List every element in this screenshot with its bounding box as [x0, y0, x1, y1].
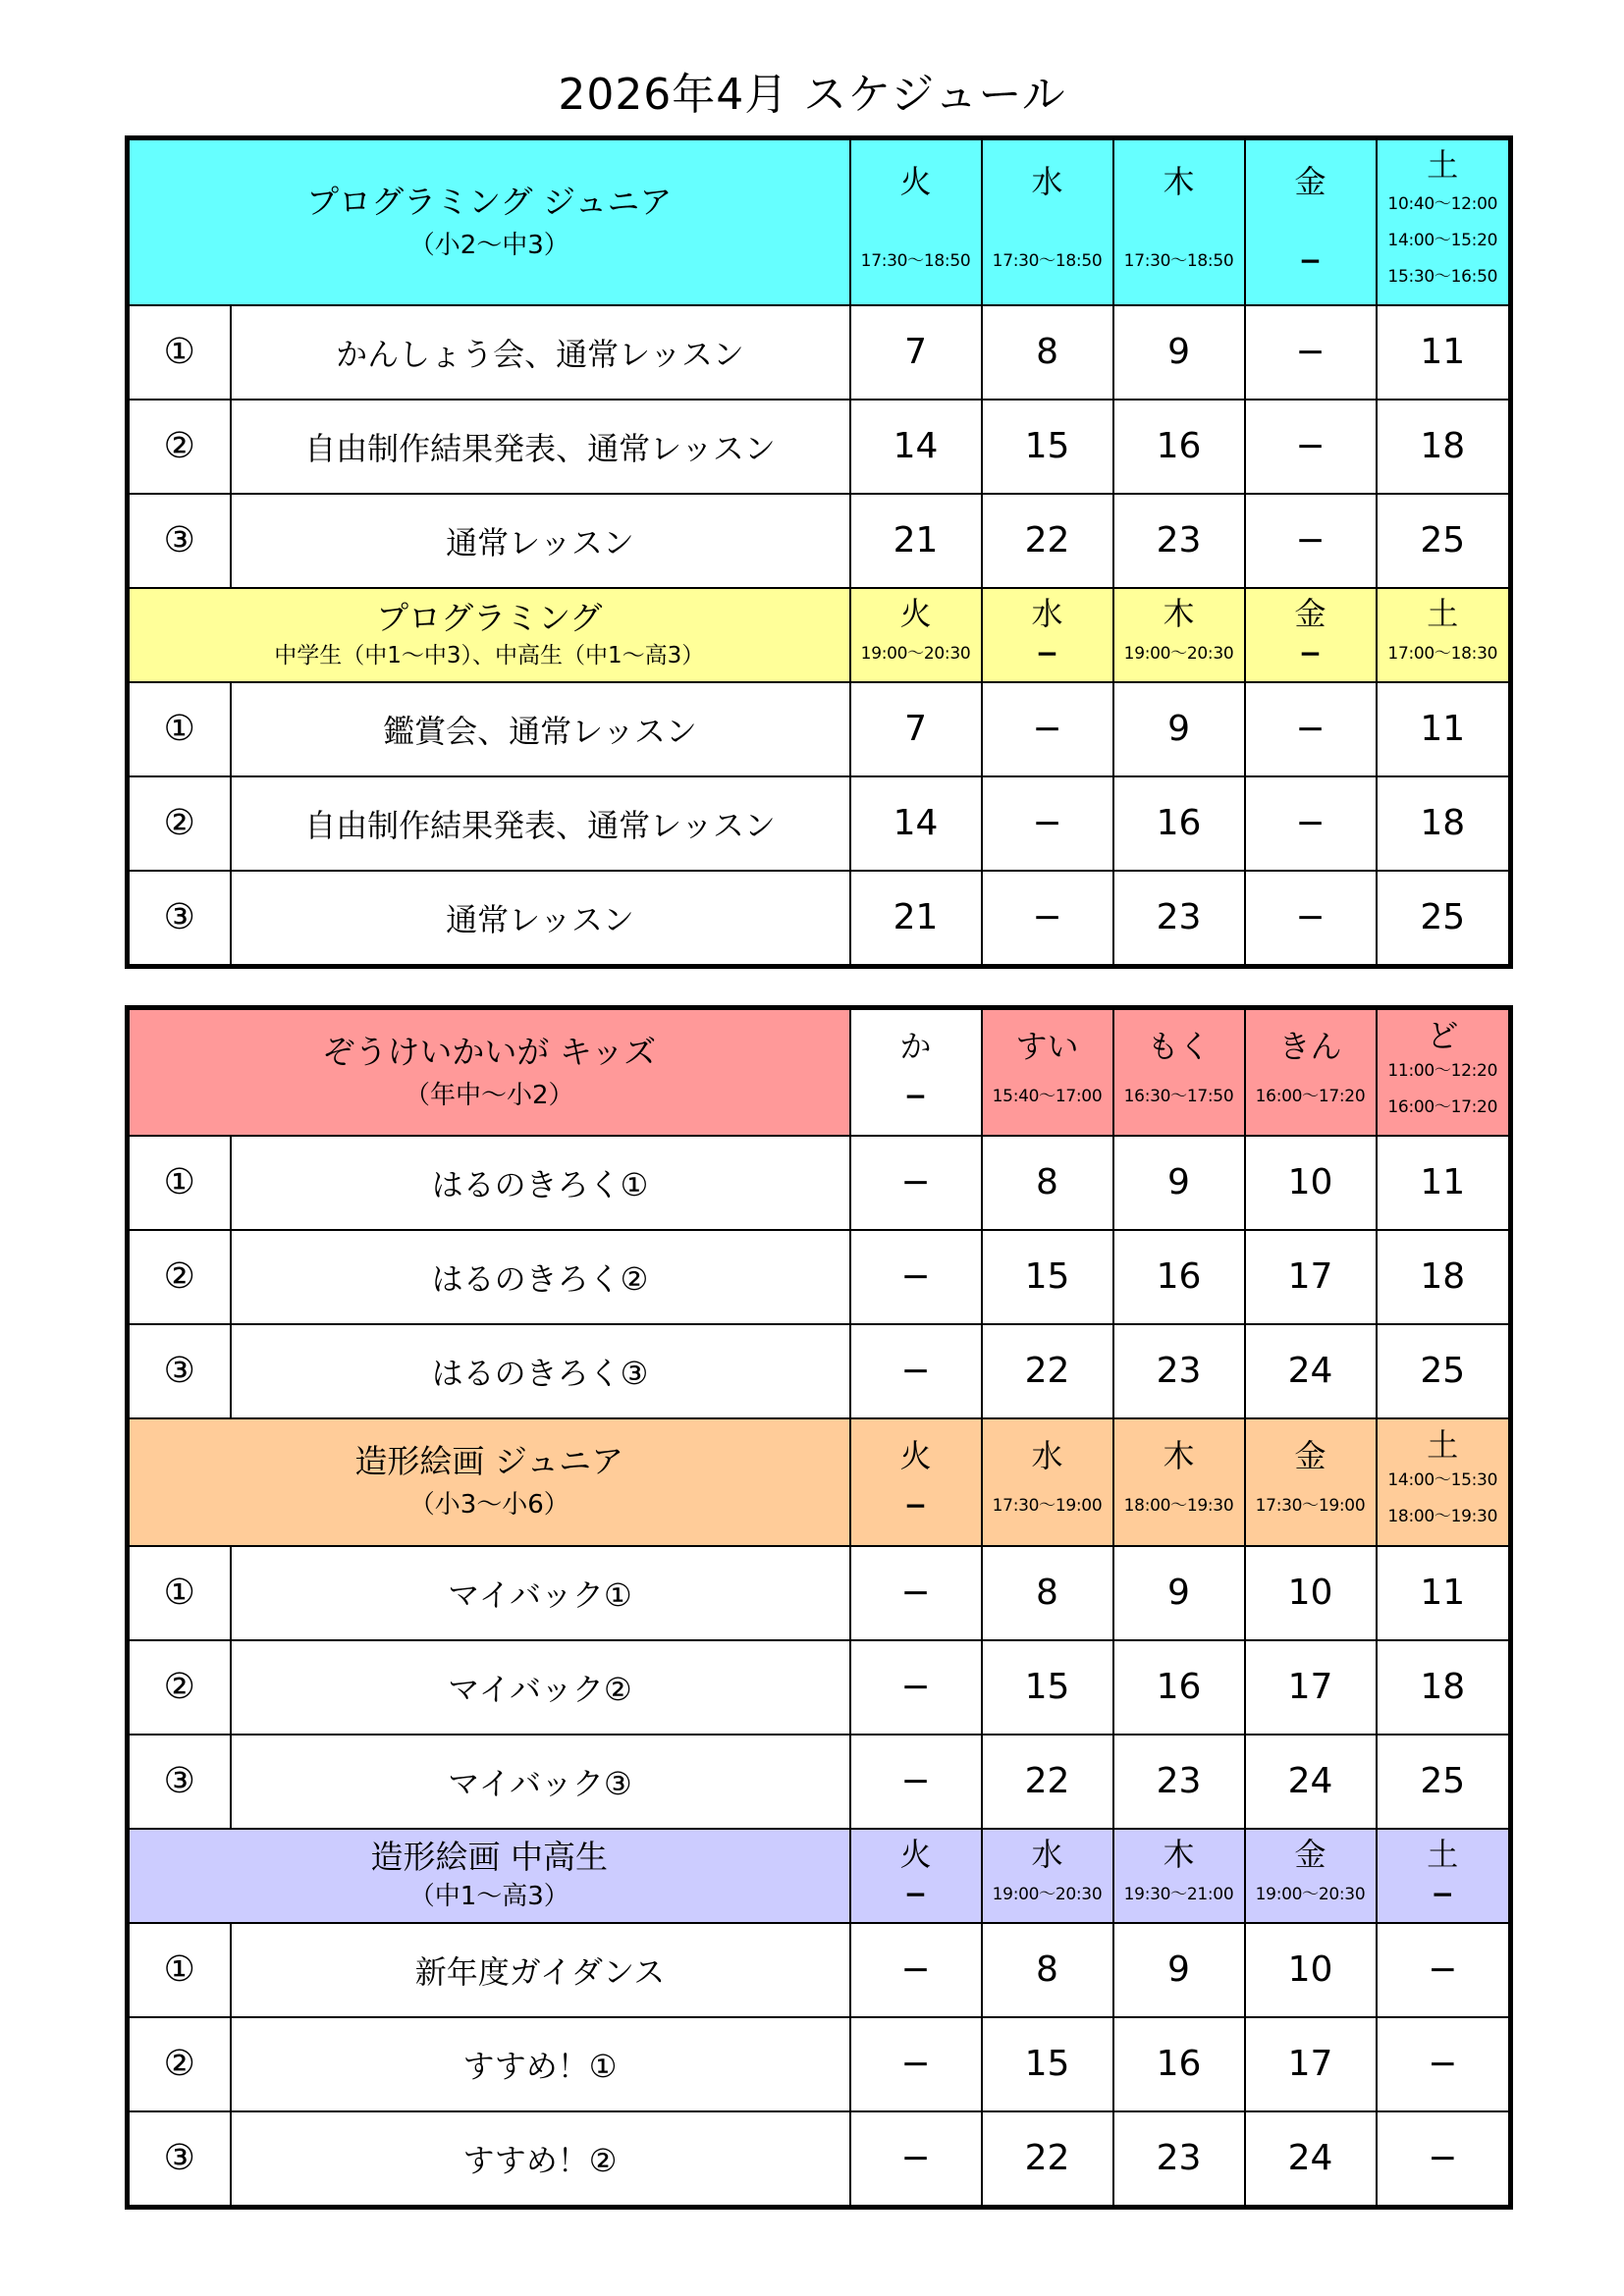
table-row [128, 1230, 1511, 1324]
date-cell: 23 [1113, 1735, 1245, 1829]
date-cell: 21 [850, 494, 982, 588]
row-number: ③ [128, 2111, 231, 2208]
course-name: ぞうけいかいが キッズ [322, 1032, 657, 1071]
day-label: もく [1147, 1027, 1211, 1065]
row-number: ③ [128, 494, 231, 588]
no-class-mark: − [1298, 243, 1323, 277]
date-cell: 18 [1377, 1640, 1511, 1735]
lesson-name: はるのきろく① [231, 1136, 850, 1230]
date-cell: 23 [1113, 871, 1245, 967]
table-row [128, 1546, 1511, 1640]
table-row [128, 1735, 1511, 1829]
date-cell: − [982, 871, 1113, 967]
day-label: か [899, 1027, 932, 1065]
lesson-name: はるのきろく② [231, 1230, 850, 1324]
time-slot: 19:00〜20:30 [860, 644, 971, 665]
time-slot: 17:30〜18:50 [860, 250, 971, 271]
date-cell: − [1377, 1923, 1511, 2017]
lesson-name: 自由制作結果発表、通常レッスン [231, 776, 850, 871]
time-slot: 16:00〜17:20 [1387, 1096, 1498, 1117]
day-label: すい [1015, 1027, 1079, 1065]
table-row [128, 1324, 1511, 1418]
date-cell: 11 [1377, 1136, 1511, 1230]
date-cell: 14 [850, 776, 982, 871]
date-cell: 22 [982, 1324, 1113, 1418]
lesson-name: 通常レッスン [231, 494, 850, 588]
date-cell: − [1245, 776, 1377, 871]
day-label: 水 [1031, 1436, 1063, 1474]
date-cell: 15 [982, 2017, 1113, 2111]
date-cell: − [850, 1923, 982, 2017]
section-header-art-highschool [128, 1829, 1511, 1923]
row-number: ① [128, 1923, 231, 2017]
day-header [982, 138, 1113, 305]
date-cell: 17 [1245, 1230, 1377, 1324]
date-cell: 15 [982, 1230, 1113, 1324]
day-header [1377, 588, 1511, 682]
date-cell: 23 [1113, 2111, 1245, 2208]
date-cell: − [850, 1324, 982, 1418]
day-header [850, 1418, 982, 1546]
lesson-name: マイバック③ [231, 1735, 850, 1829]
date-cell: 24 [1245, 2111, 1377, 2208]
no-class-mark: − [1298, 637, 1323, 670]
lesson-name: はるのきろく③ [231, 1324, 850, 1418]
table-row [128, 2111, 1511, 2208]
date-cell: − [850, 2111, 982, 2208]
table-row [128, 776, 1511, 871]
date-cell: 15 [982, 1640, 1113, 1735]
course-target: （小3〜小6） [408, 1489, 569, 1520]
row-number: ② [128, 776, 231, 871]
day-header [850, 138, 982, 305]
day-label: 火 [899, 1835, 932, 1873]
date-cell: − [1245, 400, 1377, 494]
course-target: （中1〜高3） [408, 1881, 569, 1911]
table-row [128, 400, 1511, 494]
table-row [128, 494, 1511, 588]
course-target: （年中〜小2） [404, 1080, 574, 1110]
row-number: ① [128, 1546, 231, 1640]
table-row [128, 2017, 1511, 2111]
course-name: 造形絵画 中高生 [370, 1837, 608, 1876]
course-name: プログラミング ジュニア [306, 182, 673, 221]
date-cell: − [850, 1546, 982, 1640]
date-cell: − [1377, 2017, 1511, 2111]
date-cell: − [850, 1735, 982, 1829]
date-cell: 7 [850, 305, 982, 400]
date-cell: 10 [1245, 1923, 1377, 2017]
date-cell: 10 [1245, 1136, 1377, 1230]
time-slot: 11:00〜12:20 [1387, 1060, 1498, 1081]
lesson-name: マイバック① [231, 1546, 850, 1640]
time-slot: 16:00〜17:20 [1255, 1086, 1366, 1106]
day-header [1245, 1418, 1377, 1546]
time-slot: 10:40〜12:00 [1387, 194, 1498, 215]
date-cell: 18 [1377, 1230, 1511, 1324]
time-slot: 15:40〜17:00 [992, 1086, 1103, 1106]
date-cell: 9 [1113, 1546, 1245, 1640]
section-header-art-junior [128, 1418, 1511, 1546]
day-label: 火 [899, 162, 932, 200]
time-slot: 17:00〜18:30 [1387, 644, 1498, 665]
day-label: 土 [1427, 146, 1459, 185]
course-title-cell [128, 1829, 850, 1923]
date-cell: − [850, 1136, 982, 1230]
day-header [1245, 1008, 1377, 1136]
no-class-mark: − [903, 1489, 928, 1522]
day-header [982, 1008, 1113, 1136]
day-label: ど [1427, 1016, 1459, 1054]
lesson-name: 鑑賞会、通常レッスン [231, 682, 850, 776]
lesson-name: 自由制作結果発表、通常レッスン [231, 400, 850, 494]
time-slot: 14:00〜15:30 [1387, 1470, 1498, 1491]
date-cell: 14 [850, 400, 982, 494]
date-cell: − [1245, 871, 1377, 967]
lesson-name: 通常レッスン [231, 871, 850, 967]
date-cell: 16 [1113, 1230, 1245, 1324]
course-title-cell [128, 1008, 850, 1136]
date-cell: 25 [1377, 1735, 1511, 1829]
date-cell: 17 [1245, 2017, 1377, 2111]
lesson-name: すすめ！① [231, 2017, 850, 2111]
day-label: 金 [1294, 162, 1326, 200]
date-cell: 11 [1377, 305, 1511, 400]
date-cell: 25 [1377, 494, 1511, 588]
date-cell: − [982, 776, 1113, 871]
row-number: ③ [128, 1735, 231, 1829]
no-class-mark: − [1035, 637, 1059, 670]
day-header [1245, 138, 1377, 305]
date-cell: 22 [982, 494, 1113, 588]
date-cell: 15 [982, 400, 1113, 494]
date-cell: 11 [1377, 682, 1511, 776]
day-header [1377, 138, 1511, 305]
date-cell: 25 [1377, 1324, 1511, 1418]
date-cell: 8 [982, 1136, 1113, 1230]
no-class-mark: − [903, 1079, 928, 1112]
table-row [128, 1640, 1511, 1735]
day-label: 土 [1427, 594, 1459, 632]
day-label: 火 [899, 1436, 932, 1474]
day-header [1113, 1008, 1245, 1136]
day-label: 木 [1163, 162, 1195, 200]
day-header [982, 588, 1113, 682]
time-slot: 18:00〜19:30 [1123, 1496, 1234, 1517]
date-cell: 24 [1245, 1324, 1377, 1418]
date-cell: 10 [1245, 1546, 1377, 1640]
day-header [1113, 588, 1245, 682]
row-number: ① [128, 305, 231, 400]
date-cell: 21 [850, 871, 982, 967]
date-cell: 18 [1377, 400, 1511, 494]
time-slot: 19:30〜21:00 [1123, 1885, 1234, 1905]
day-header [850, 1008, 982, 1136]
course-title-cell [128, 1418, 850, 1546]
time-slot: 19:00〜20:30 [1123, 644, 1234, 665]
time-slot: 17:30〜18:50 [1123, 250, 1234, 271]
date-cell: 9 [1113, 305, 1245, 400]
course-title-cell [128, 138, 850, 305]
row-number: ② [128, 2017, 231, 2111]
section-header-art-kids [128, 1008, 1511, 1136]
day-header [982, 1829, 1113, 1923]
time-slot: 16:30〜17:50 [1123, 1086, 1234, 1106]
date-cell: 7 [850, 682, 982, 776]
time-slot: 18:00〜19:30 [1387, 1507, 1498, 1527]
date-cell: 8 [982, 1923, 1113, 2017]
date-cell: 16 [1113, 776, 1245, 871]
date-cell: 11 [1377, 1546, 1511, 1640]
time-slot: 17:30〜19:00 [1255, 1496, 1366, 1517]
date-cell: 23 [1113, 494, 1245, 588]
date-cell: 8 [982, 1546, 1113, 1640]
table-row [128, 871, 1511, 967]
course-name: プログラミング [376, 598, 603, 637]
day-header [1113, 1418, 1245, 1546]
date-cell: − [982, 682, 1113, 776]
day-header [1113, 1829, 1245, 1923]
course-target: （小2〜中3） [408, 230, 569, 260]
row-number: ② [128, 400, 231, 494]
course-target: 中学生（中1〜中3）、中高生（中1〜高3） [274, 642, 705, 668]
date-cell: 9 [1113, 682, 1245, 776]
row-number: ① [128, 1136, 231, 1230]
date-cell: 9 [1113, 1136, 1245, 1230]
day-header [1245, 1829, 1377, 1923]
row-number: ③ [128, 871, 231, 967]
day-label: 水 [1031, 594, 1063, 632]
day-label: 火 [899, 594, 932, 632]
day-header [850, 588, 982, 682]
day-label: 金 [1294, 1436, 1326, 1474]
lesson-name: すすめ！② [231, 2111, 850, 2208]
date-cell: 18 [1377, 776, 1511, 871]
day-label: 木 [1163, 1835, 1195, 1873]
lesson-name: かんしょう会、通常レッスン [231, 305, 850, 400]
date-cell: 16 [1113, 2017, 1245, 2111]
date-cell: − [1245, 305, 1377, 400]
day-label: 土 [1427, 1425, 1459, 1464]
day-header [850, 1829, 982, 1923]
date-cell: − [850, 1640, 982, 1735]
day-label: 木 [1163, 1436, 1195, 1474]
day-label: 水 [1031, 162, 1063, 200]
date-cell: 24 [1245, 1735, 1377, 1829]
no-class-mark: − [1431, 1878, 1454, 1911]
date-cell: 22 [982, 2111, 1113, 2208]
date-cell: − [1245, 494, 1377, 588]
day-header [1113, 138, 1245, 305]
section-header-programming [128, 588, 1511, 682]
date-cell: 9 [1113, 1923, 1245, 2017]
day-label: 金 [1294, 594, 1326, 632]
schedule-table-programming [125, 135, 1513, 969]
time-slot: 19:00〜20:30 [992, 1885, 1103, 1905]
date-cell: 17 [1245, 1640, 1377, 1735]
page-title: 2026年4月 スケジュール [558, 70, 1066, 120]
date-cell: 23 [1113, 1324, 1245, 1418]
row-number: ② [128, 1230, 231, 1324]
day-header [1245, 588, 1377, 682]
time-slot: 17:30〜18:50 [992, 250, 1103, 271]
table-row [128, 682, 1511, 776]
day-label: 土 [1427, 1835, 1459, 1873]
row-number: ② [128, 1640, 231, 1735]
lesson-name: 新年度ガイダンス [231, 1923, 850, 2017]
day-label: 水 [1031, 1835, 1063, 1873]
day-label: 金 [1294, 1835, 1326, 1873]
section-header-programming-junior [128, 138, 1511, 305]
time-slot: 15:30〜16:50 [1387, 267, 1498, 288]
date-cell: 16 [1113, 400, 1245, 494]
row-number: ① [128, 682, 231, 776]
day-header [982, 1418, 1113, 1546]
date-cell: 16 [1113, 1640, 1245, 1735]
date-cell: 8 [982, 305, 1113, 400]
schedule-table-art [125, 1005, 1513, 2210]
time-slot: 19:00〜20:30 [1255, 1885, 1366, 1905]
time-slot: 17:30〜19:00 [992, 1496, 1103, 1517]
table-row [128, 305, 1511, 400]
day-label: きん [1278, 1027, 1342, 1065]
date-cell: − [850, 1230, 982, 1324]
table-row [128, 1136, 1511, 1230]
day-label: 木 [1163, 594, 1195, 632]
date-cell: 25 [1377, 871, 1511, 967]
date-cell: − [1377, 2111, 1511, 2208]
course-name: 造形絵画 ジュニア [354, 1441, 624, 1480]
time-slot: 14:00〜15:20 [1387, 231, 1498, 251]
day-header [1377, 1829, 1511, 1923]
lesson-name: マイバック② [231, 1640, 850, 1735]
date-cell: − [1245, 682, 1377, 776]
date-cell: − [850, 2017, 982, 2111]
day-header [1377, 1008, 1511, 1136]
date-cell: 22 [982, 1735, 1113, 1829]
row-number: ③ [128, 1324, 231, 1418]
table-row [128, 1923, 1511, 2017]
course-title-cell [128, 588, 850, 682]
no-class-mark: − [903, 1878, 928, 1911]
day-header [1377, 1418, 1511, 1546]
